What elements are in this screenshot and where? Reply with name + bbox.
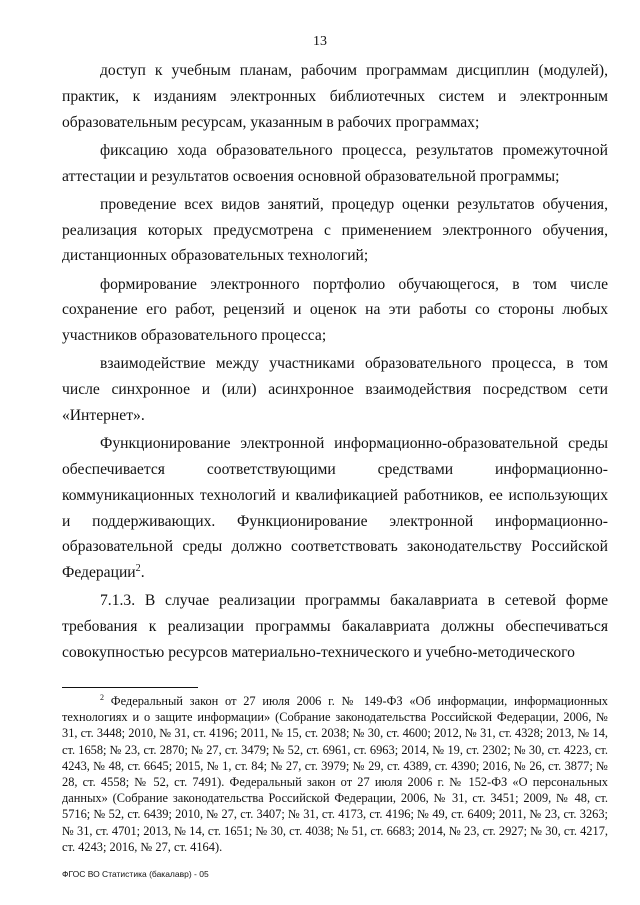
footnote-separator xyxy=(62,687,198,688)
paragraph: доступ к учебным планам, рабочим программам дисциплин (модулей), практик, к изданиям электронных библиотечных систем и электронным образовательным ресурсам, указанным в рабочих программах; xyxy=(62,62,608,131)
paragraph: формирование электронного портфолио обучающегося, в том числе сохранение его работ, рецензий и оценок на эти работы со стороны любых участников образовательного процесса; xyxy=(62,275,608,345)
footnote-text: Федеральный закон от 27 июля 2006 г. № 149-ФЗ «Об информации, информационных технологиях и о защите информации» (Собрание законодательства Российской Федерации, 2006, № 31, ст. 3448; 2010, № 31, ст. 4196; 2011, № 15, ст. 2038; № 30, ст. 4600; 2012, № 31, ст. 4328; 2013, № 14, ст. 1658; № 23, ст. 2870; № 27, ст. 3479; № 52, ст. 6961, ст. 6963; 2014, № 19, ст. 2302; № 30, ст. 4223, ст. 4243, № 48, ст. 6645; 2015, № 1, ст. 84; № 27, ст. 3979; № 29, ст. 4389, ст. 4390; 2016, № 26, ст. 3877; № 28, ст. 4558; № 52, ст. 7491). Федеральный закон от 27 июля 2006 г. № 152-ФЗ «О персональных данных» (Собрание законодательства Российской Федерации, 2006, № 31, ст. 3451; 2009, № 48, ст. 5716; № 52, ст. 6439; 2010, № 27, ст. 3407; № 31, ст. 4173, ст. 4196; № 49, ст. 6409; 2011, № 23, ст. 3263; № 31, ст. 4701; 2013, № 14, ст. 1651; № 30, ст. 4038; № 51, ст. 6683; 2014, № 23, ст. 2927; № 30, ст. 4217, ст. 4243; 2016, № 27, ст. 4164). xyxy=(62,694,608,854)
paragraph: фиксацию хода образовательного процесса, результатов промежуточной аттестации и результатов освоения основной образовательной программы; xyxy=(62,141,608,185)
footnote xyxy=(62,693,608,855)
document-label: ФГОС ВО Статистика (бакалавр) - 05 xyxy=(62,869,209,879)
paragraph-with-footnote: Функционирование электронной информационно-образовательной среды обеспечивается соответствующими средствами информационно-коммуникационных технологий и квалификацией работников, ее использующих и поддерживающих. Функционирование электронной информационно-образовательной среды должно соответствовать законодательству Российской Федерации$^2$. xyxy=(62,435,608,582)
body-text xyxy=(62,58,608,668)
footnote-reference[interactable]: 2 xyxy=(135,562,141,574)
paragraph: взаимодействие между участниками образовательного процесса, в том числе синхронное и (или) асинхронное взаимодействия посредством сети «Интернет». xyxy=(62,355,608,424)
paragraph: проведение всех видов занятий, процедур оценки результатов обучения, реализация которых предусмотрена с применением электронного обучения, дистанционных образовательных технологий; xyxy=(62,195,608,265)
page-number: 13 xyxy=(313,34,327,49)
paragraph: 7.1.3. В случае реализации программы бакалавриата в сетевой форме требования к реализации программы бакалавриата должны обеспечиваться совокупностью ресурсов материально-технического и учебно-методического xyxy=(62,592,608,661)
footnote-mark: 2 xyxy=(100,692,105,702)
paragraph-text: Функционирование электронной информационно-образовательной среды обеспечивается соответствующими средствами информационно-коммуникационных технологий и квалификацией работников, ее использующих и поддерживающих. Функционирование электронной информационно-образовательной среды должно соответствовать законодательству Российской Федерации xyxy=(62,435,608,582)
